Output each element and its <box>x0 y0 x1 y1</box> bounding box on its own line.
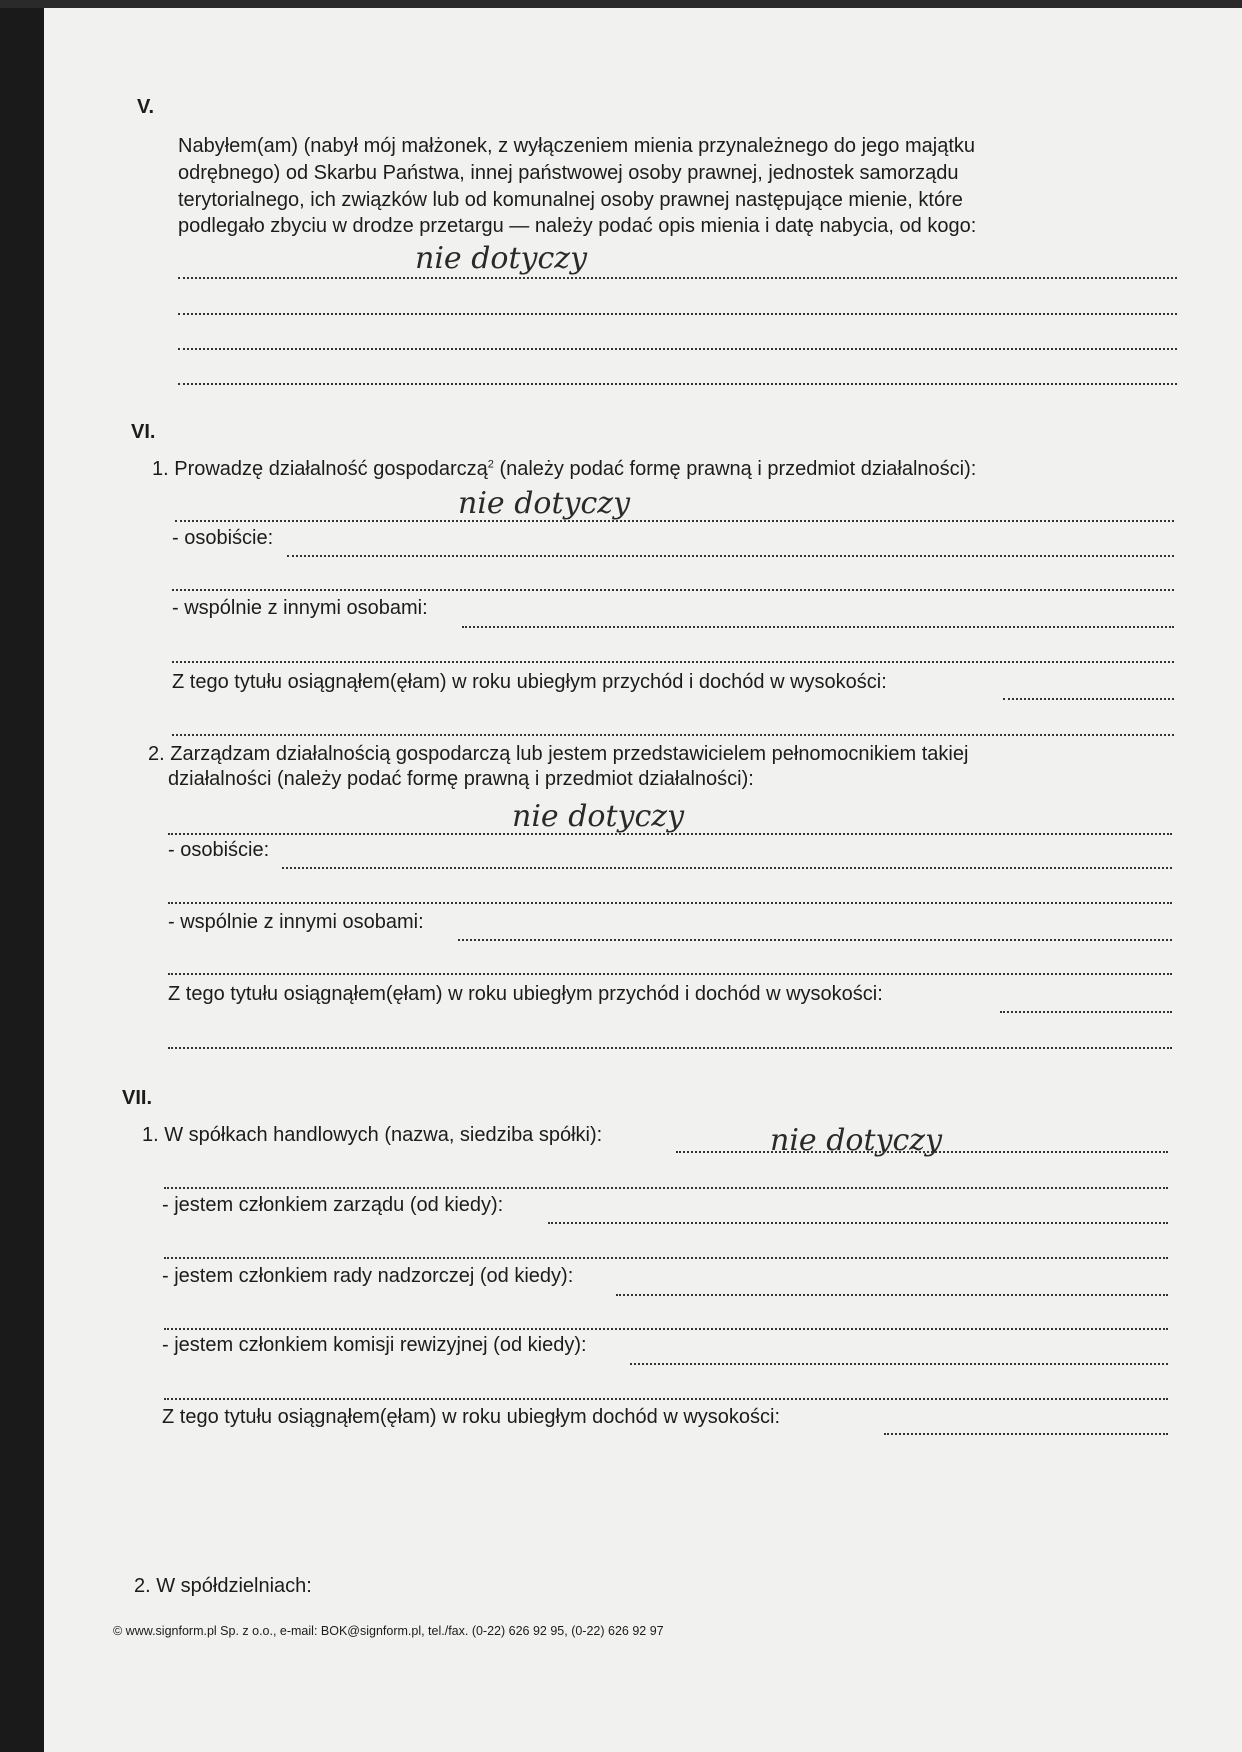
section-vi-item2-income-line-2[interactable] <box>168 1047 1172 1049</box>
section-vii-item1-board-label: - jestem członkiem zarządu (od kiedy): <box>162 1194 504 1216</box>
section-vii-item1-company-line-2[interactable] <box>164 1187 1168 1189</box>
section-v-answer-line-4[interactable] <box>178 383 1177 385</box>
document-page <box>44 8 1242 1752</box>
section-vii-item1-handwritten-answer: nie dotyczy <box>770 1123 943 1158</box>
section-vii-item1-audit-line[interactable] <box>630 1363 1168 1365</box>
section-v-number: V. <box>137 96 155 118</box>
section-vii-item1-board-line[interactable] <box>548 1222 1168 1224</box>
section-v-answer-line-1[interactable] <box>178 277 1177 279</box>
section-vii-item1-income-line[interactable] <box>884 1433 1168 1435</box>
section-vi-item2-jointly-line[interactable] <box>458 939 1172 941</box>
section-v-text-line-1: Nabyłem(am) (nabył mój małżonek, z wyłączeniem mienia przynależnego do jego majątku <box>178 135 976 157</box>
section-v-answer-line-3[interactable] <box>178 348 1177 350</box>
section-vii-item1-audit-label: - jestem członkiem komisji rewizyjnej (od kiedy): <box>162 1334 587 1356</box>
section-vii-item1-income-label: Z tego tytułu osiągnąłem(ęłam) w roku ubiegłym dochód w wysokości: <box>162 1406 781 1428</box>
section-vi-item1-form-line[interactable] <box>175 520 1174 522</box>
section-vi-item2-income-label: Z tego tytułu osiągnąłem(ęłam) w roku ubiegłym przychód i dochód w wysokości: <box>168 983 883 1005</box>
section-vi-item2-personal-label: - osobiście: <box>168 839 270 861</box>
section-vii-item1-supervisory-line[interactable] <box>616 1294 1168 1296</box>
section-vi-item1-heading <box>152 459 976 479</box>
section-vi-item1-handwritten-answer: nie dotyczy <box>458 486 631 521</box>
scan-top-edge <box>0 0 1242 8</box>
section-vi-item1-heading-main: 1. Prowadzę działalność gospodarczą <box>152 458 488 480</box>
section-vi-item2-income-line[interactable] <box>1000 1011 1172 1013</box>
section-vii-item1-supervisory-line-2[interactable] <box>164 1328 1168 1330</box>
section-vi-item2-heading-line-1: 2. Zarządzam działalnością gospodarczą lub jestem przedstawicielem pełnomocnikiem takiej <box>148 743 969 765</box>
section-vi-item2-personal-line-2[interactable] <box>168 902 1172 904</box>
section-vi-item2-jointly-label: - wspólnie z innymi osobami: <box>168 911 424 933</box>
section-vi-item1-income-label: Z tego tytułu osiągnąłem(ęłam) w roku ubiegłym przychód i dochód w wysokości: <box>172 671 887 693</box>
section-vi-item1-jointly-line[interactable] <box>462 626 1174 628</box>
section-v-handwritten-answer: nie dotyczy <box>415 241 588 276</box>
section-vi-item1-personal-line-2[interactable] <box>172 589 1174 591</box>
section-vi-item2-personal-line[interactable] <box>282 867 1172 869</box>
section-vii-number: VII. <box>122 1087 153 1109</box>
footnote-2-marker: 2 <box>487 458 494 471</box>
section-v-text-line-4: podlegało zbyciu w drodze przetargu — należy podać opis mienia i datę nabycia, od kogo: <box>178 215 977 237</box>
section-vi-item1-income-line-2[interactable] <box>172 734 1174 736</box>
section-vii-item1-heading: 1. W spółkach handlowych (nazwa, siedziba spółki): <box>142 1124 603 1146</box>
section-vi-item2-heading-line-2: działalności (należy podać formę prawną i przedmiot działalności): <box>168 768 754 790</box>
section-vi-item2-handwritten-answer: nie dotyczy <box>512 799 685 834</box>
section-vi-item1-jointly-label: - wspólnie z innymi osobami: <box>172 597 428 619</box>
section-v-text-line-2: odrębnego) od Skarbu Państwa, innej państwowej osoby prawnej, jednostek samorządu <box>178 162 959 184</box>
section-vi-number: VI. <box>131 421 156 443</box>
section-v-answer-line-2[interactable] <box>178 313 1177 315</box>
footer-publisher: © www.signform.pl Sp. z o.o., e-mail: BOK@signform.pl, tel./fax. (0-22) 626 92 95, (0-22) 626 92 97 <box>113 1624 664 1638</box>
section-vi-item2-form-line[interactable] <box>168 833 1172 835</box>
section-vii-item1-supervisory-label: - jestem członkiem rady nadzorczej (od kiedy): <box>162 1265 574 1287</box>
section-vi-item2-jointly-line-2[interactable] <box>168 973 1172 975</box>
section-vi-item1-personal-label: - osobiście: <box>172 527 274 549</box>
section-vi-item1-heading-rest: (należy podać formę prawną i przedmiot działalności): <box>493 458 977 480</box>
section-v-text-line-3: terytorialnego, ich związków lub od komunalnej osoby prawnej następujące mienie, które <box>178 189 963 211</box>
section-vi-item1-personal-line[interactable] <box>287 555 1174 557</box>
section-vii-item2-heading: 2. W spółdzielniach: <box>134 1575 312 1597</box>
section-vi-item1-income-line[interactable] <box>1003 698 1174 700</box>
section-vi-item1-jointly-line-2[interactable] <box>172 661 1174 663</box>
section-vii-item1-company-line[interactable] <box>676 1151 1168 1153</box>
section-vii-item1-audit-line-2[interactable] <box>164 1398 1168 1400</box>
section-vii-item1-board-line-2[interactable] <box>164 1257 1168 1259</box>
